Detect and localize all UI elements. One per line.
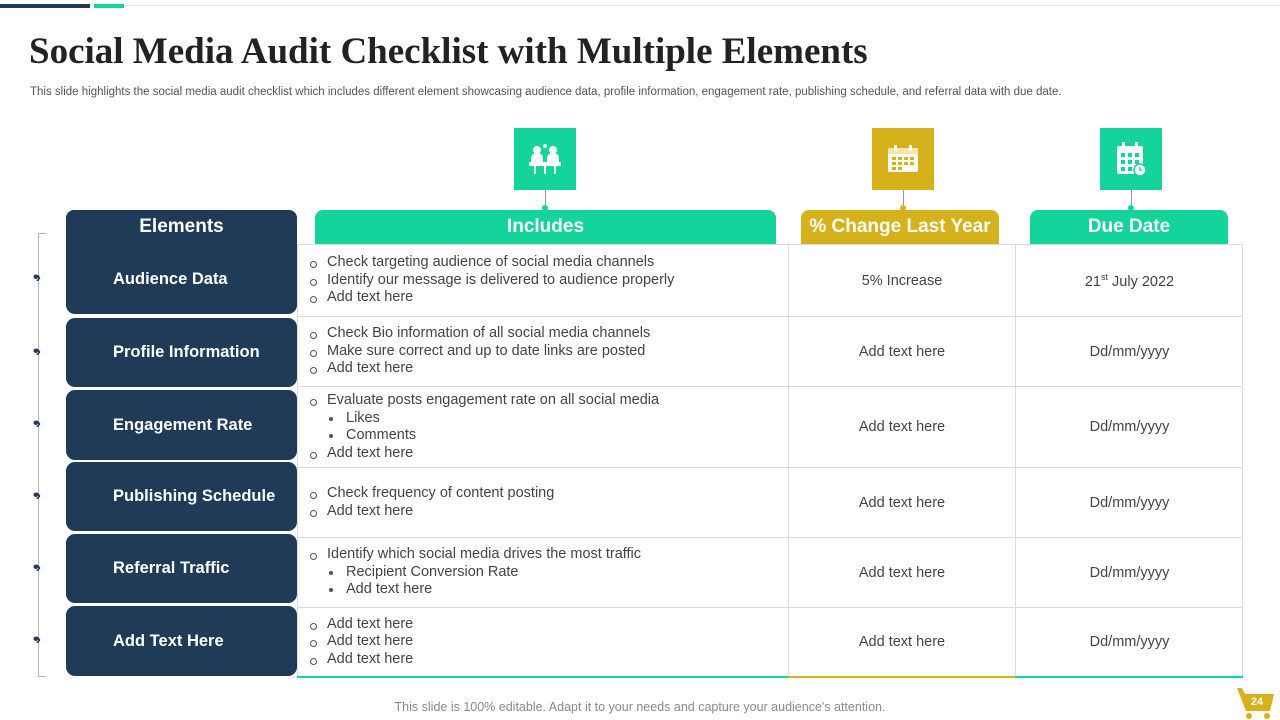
list-item: Recipient Conversion Rate bbox=[310, 564, 641, 582]
due-date-cell: Dd/mm/yyyy bbox=[1015, 468, 1243, 537]
element-label: Add Text Here bbox=[66, 606, 297, 676]
list-item: Identify our message is delivered to audience properly bbox=[310, 272, 674, 290]
bottom-accent-due bbox=[1015, 676, 1243, 678]
element-label: Engagement Rate bbox=[66, 390, 297, 460]
timeline-arrow-icon: •› bbox=[33, 342, 38, 360]
element-label: Audience Data bbox=[66, 244, 297, 314]
list-item: Check targeting audience of social media channels bbox=[310, 254, 674, 272]
list-item: Evaluate posts engagement rate on all social media bbox=[310, 392, 659, 410]
timeline-arrow-icon: •› bbox=[33, 486, 38, 504]
due-date-cell: Dd/mm/yyyy bbox=[1015, 608, 1243, 676]
list-item: Likes bbox=[310, 410, 659, 428]
element-label: Referral Traffic bbox=[66, 534, 297, 603]
includes-list bbox=[310, 325, 650, 378]
table-row bbox=[298, 467, 1243, 537]
table-row bbox=[298, 316, 1243, 386]
timeline-arrow-icon: •› bbox=[33, 558, 38, 576]
calendar-clock-icon bbox=[1100, 128, 1162, 190]
list-item: Add text here bbox=[310, 445, 659, 463]
includes-cell bbox=[298, 317, 788, 386]
meeting-icon bbox=[514, 128, 576, 190]
list-item: Add text here bbox=[310, 651, 413, 669]
timeline-tick bbox=[38, 233, 46, 234]
header-change: % Change Last Year bbox=[801, 210, 999, 244]
page-subtitle: This slide highlights the social media audit checklist which includes different element showcasing audience data, profile information, engagement rate, publishing schedule, and referral data with due date. bbox=[30, 86, 1062, 98]
due-date-cell: Dd/mm/yyyy bbox=[1015, 317, 1243, 386]
list-item: Check Bio information of all social media channels bbox=[310, 325, 650, 343]
calendar-icon bbox=[872, 128, 934, 190]
timeline-tick bbox=[38, 676, 46, 677]
list-item: Add text here bbox=[310, 289, 674, 307]
includes-cell bbox=[298, 245, 788, 316]
includes-cell bbox=[298, 538, 788, 607]
includes-cell bbox=[298, 608, 788, 676]
includes-list bbox=[310, 392, 659, 462]
change-cell: Add text here bbox=[788, 387, 1015, 467]
list-item: Add text here bbox=[310, 360, 650, 378]
due-date-cell: Dd/mm/yyyy bbox=[1015, 387, 1243, 467]
element-label: Publishing Schedule bbox=[66, 462, 297, 531]
includes-list bbox=[310, 546, 641, 599]
change-cell: Add text here bbox=[788, 538, 1015, 607]
list-item: Check frequency of content posting bbox=[310, 485, 554, 503]
list-item: Add text here bbox=[310, 633, 413, 651]
table-row bbox=[298, 607, 1243, 676]
timeline-line bbox=[38, 233, 39, 676]
footer-note: This slide is 100% editable. Adapt it to your needs and capture your audience's attention. bbox=[394, 700, 886, 714]
timeline-arrow-icon: •› bbox=[33, 269, 38, 286]
list-item: Add text here bbox=[310, 503, 554, 521]
includes-list bbox=[310, 485, 554, 520]
due-date-cell: Dd/mm/yyyy bbox=[1015, 538, 1243, 607]
due-date-cell bbox=[1015, 245, 1243, 316]
timeline-arrow-icon: •› bbox=[33, 631, 38, 648]
page-title: Social Media Audit Checklist with Multiple Elements bbox=[29, 31, 868, 72]
list-item: Add text here bbox=[310, 581, 641, 599]
includes-cell bbox=[298, 468, 788, 537]
list-item: Make sure correct and up to date links are posted bbox=[310, 343, 650, 361]
header-includes: Includes bbox=[315, 210, 776, 244]
top-divider bbox=[0, 5, 1280, 6]
includes-list bbox=[310, 616, 413, 669]
timeline-arrow-icon: •› bbox=[33, 415, 38, 432]
table-row bbox=[298, 244, 1243, 316]
top-accent-dark bbox=[0, 4, 90, 8]
list-item: Identify which social media drives the most traffic bbox=[310, 546, 641, 564]
change-cell: Add text here bbox=[788, 608, 1015, 676]
table-row bbox=[298, 537, 1243, 607]
table-row bbox=[298, 386, 1243, 467]
bottom-accent-change bbox=[788, 676, 1015, 678]
due-date-text: 21st July 2022 bbox=[1084, 271, 1175, 290]
element-label: Profile Information bbox=[66, 318, 297, 387]
header-elements: Elements bbox=[66, 210, 297, 250]
list-item: Comments bbox=[310, 427, 659, 445]
includes-cell bbox=[298, 387, 788, 467]
includes-list bbox=[310, 254, 674, 307]
header-due-date: Due Date bbox=[1030, 210, 1228, 244]
page-number: 24 bbox=[1250, 696, 1264, 708]
change-cell: 5% Increase bbox=[788, 245, 1015, 316]
bottom-accent-includes bbox=[297, 676, 788, 678]
change-cell: Add text here bbox=[788, 317, 1015, 386]
change-cell: Add text here bbox=[788, 468, 1015, 537]
list-item: Add text here bbox=[310, 616, 413, 634]
checklist-table bbox=[297, 244, 1243, 677]
top-accent-green bbox=[94, 4, 124, 8]
